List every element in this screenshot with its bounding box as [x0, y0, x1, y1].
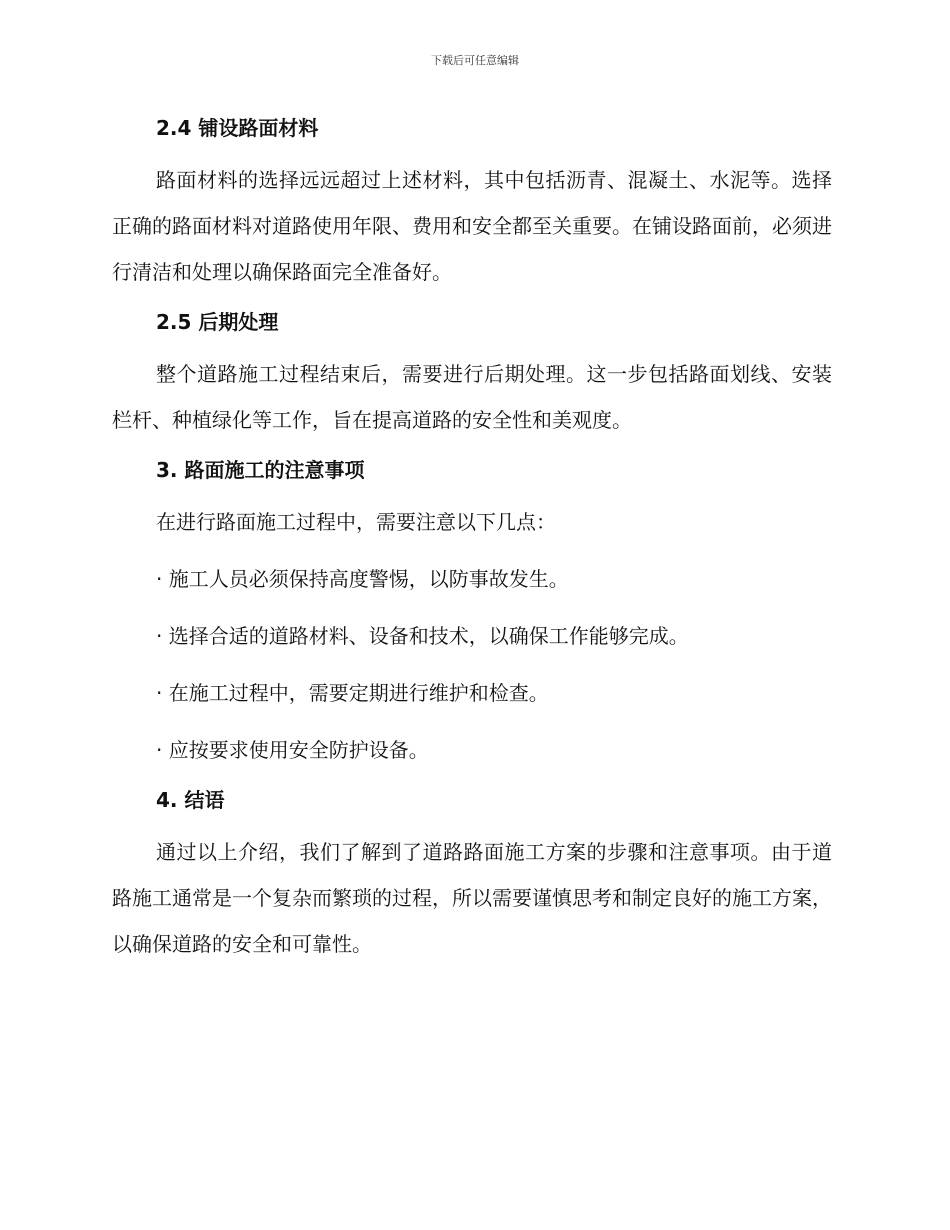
section-paragraph-2-5: 整个道路施工过程结束后，需要进行后期处理。这一步包括路面划线、安装栏杆、种植绿化等工作，旨在提高道路的安全性和美观度。	[112, 362, 832, 432]
section-paragraph-2-4: 路面材料的选择远远超过上述材料，其中包括沥青、混凝土、水泥等。选择正确的路面材料对道路使用年限、费用和安全都至关重要。在铺设路面前，必须进行清洁和处理以确保路面完全准备好。	[112, 168, 832, 284]
section-heading-3: 3. 路面施工的注意事项	[156, 458, 365, 482]
section-heading-2-5: 2.5 后期处理	[156, 310, 279, 334]
section-paragraph-4: 通过以上介绍，我们了解到了道路路面施工方案的步骤和注意事项。由于道路施工通常是一个复杂而繁琐的过程，所以需要谨慎思考和制定良好的施工方案，以确保道路的安全和可靠性。	[112, 840, 832, 956]
bullet-item: · 选择合适的道路材料、设备和技术，以确保工作能够完成。	[156, 624, 689, 648]
document-body	[112, 112, 832, 978]
bullet-item: · 应按要求使用安全防护设备。	[156, 738, 429, 762]
section-intro-3: 在进行路面施工过程中，需要注意以下几点：	[156, 510, 556, 534]
section-heading-4: 4. 结语	[156, 788, 225, 812]
bullet-item: · 在施工过程中，需要定期进行维护和检查。	[156, 681, 549, 705]
bullet-item: · 施工人员必须保持高度警惕，以防事故发生。	[156, 567, 569, 591]
section-heading-2-4: 2.4 铺设路面材料	[156, 116, 319, 140]
header-note: 下载后可任意编辑	[431, 54, 519, 67]
